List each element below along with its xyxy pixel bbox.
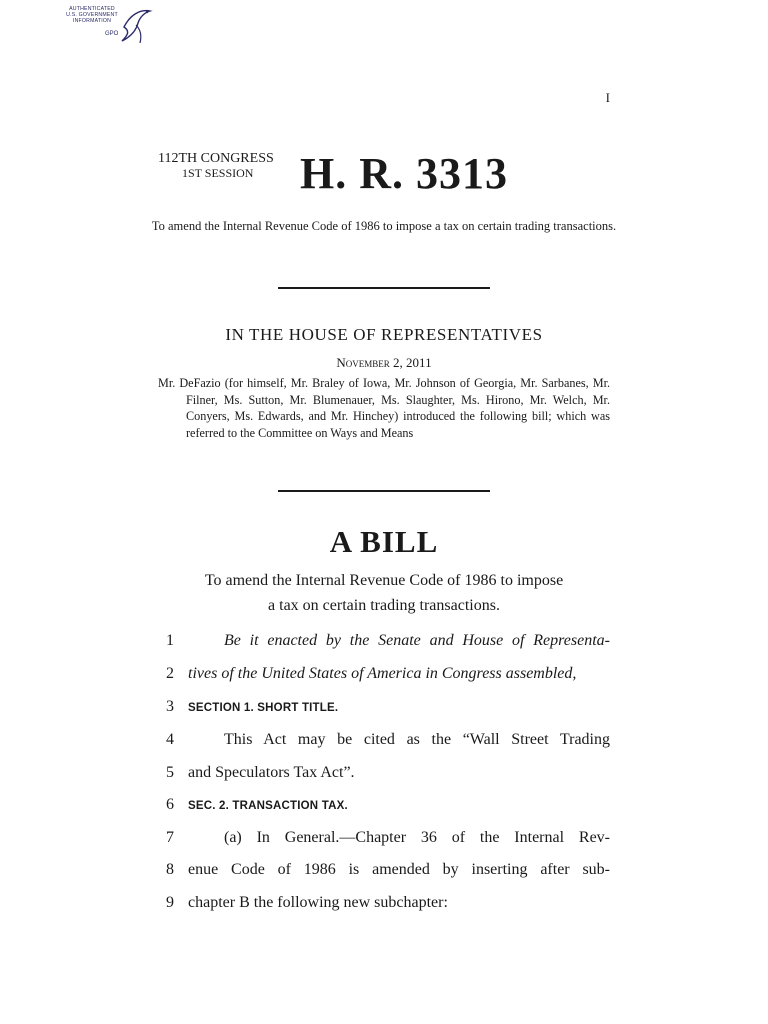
divider-rule [278,490,490,492]
section-heading: SEC. 2. TRANSACTION TAX. [188,800,348,812]
congress-label: 112TH CONGRESS [158,151,274,166]
body-text-line: and Speculators Tax Act”. [188,764,355,781]
logo-text-line-2: U.S. GOVERNMENT [66,12,118,18]
introduction-date: November 2, 2011 [336,355,432,370]
body-text-line: This Act may be cited as the “Wall Street Trading [224,731,610,748]
line-number: 8 [166,861,174,878]
gpo-mark: GPO [105,31,119,37]
long-title-line-1: To amend the Internal Revenue Code of 1986 to impose [204,572,564,589]
session-label: 1ST SESSION [182,166,254,180]
logo-text-line-1: AUTHENTICATED [69,6,115,12]
line-number: 3 [166,698,174,715]
long-title-line-2: a tax on certain trading transactions. [268,597,500,614]
enacting-clause-line: Be it enacted by the Senate and House of Representa- [224,632,610,649]
line-number: 1 [166,632,174,649]
line-number: 9 [166,894,174,911]
document-type: A BILL [329,524,439,559]
line-number: 5 [166,764,174,781]
short-purpose: To amend the Internal Revenue Code of 1986 to impose a tax on certain trading transactions. [151,219,617,233]
bill-number: H. R. 3313 [300,149,508,198]
body-text-line: enue Code of 1986 is amended by inserting after sub- [188,861,610,878]
gpo-authentication-logo [62,5,152,47]
line-number: 7 [166,829,174,846]
sponsors-text: Mr. DeFazio (for himself, Mr. Braley of Iowa, Mr. Johnson of Georgia, Mr. Sarbanes, Mr. Filner, Ms. Sutton, Mr. Blumenauer, Ms. Slaughter, Ms. Hirono, Mr. Welch, Mr. Conyers, Ms. Edwards, and Mr. Hinchey) introduced the following bill; which was referred to the Committee on Ways and Means [158,376,610,440]
line-number: 2 [166,665,174,682]
long-title [150,568,618,618]
page-mark: I [605,90,610,105]
body-text-line: (a) In General.—Chapter 36 of the Internal Rev- [224,829,610,846]
enacting-clause-line: tives of the United States of America in Congress assembled, [188,665,577,682]
chamber-heading: IN THE HOUSE OF REPRESENTATIVES [225,325,543,344]
eagle-icon [114,5,154,47]
line-number: 6 [166,796,174,813]
sponsors-paragraph [158,375,610,441]
logo-text-line-3: INFORMATION [72,18,112,24]
body-text-line: chapter B the following new subchapter: [188,894,448,911]
line-number: 4 [166,731,174,748]
divider-rule [278,287,490,289]
section-heading: SECTION 1. SHORT TITLE. [188,702,339,714]
